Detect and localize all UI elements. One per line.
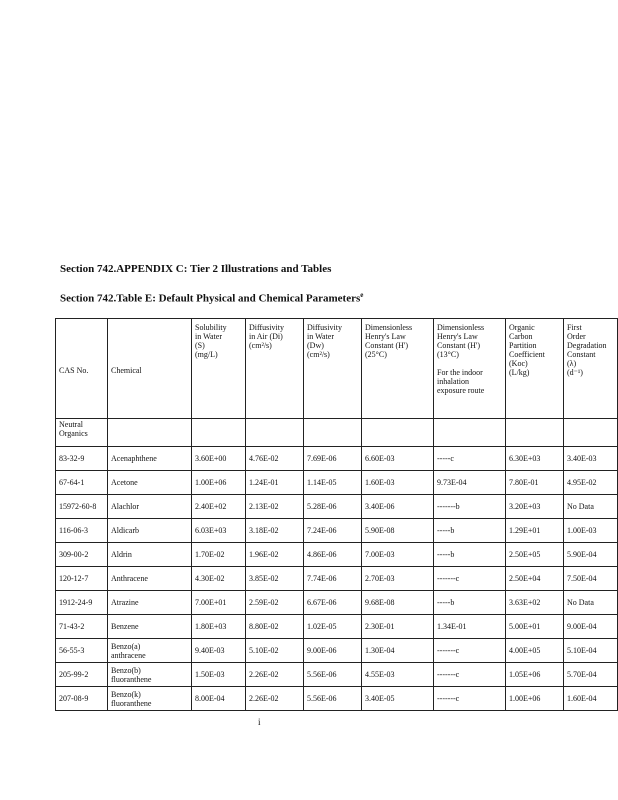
diffusivity-water-cell: 1.14E-05	[304, 471, 362, 495]
solubility-cell: 7.00E+01	[192, 591, 246, 615]
cas-no-cell: 309-00-2	[56, 543, 108, 567]
henry-13c-cell: -----b	[434, 591, 506, 615]
chemical-cell: Acetone	[108, 471, 192, 495]
degradation-cell: 5.10E-04	[564, 639, 618, 663]
cas-no-cell: 56-55-3	[56, 639, 108, 663]
header-chemical: Chemical	[108, 319, 192, 419]
table-row	[56, 447, 618, 471]
chemical-cell: Benzo(k) fluoranthene	[108, 687, 192, 711]
header-cas-no: CAS No.	[56, 319, 108, 419]
diffusivity-water-cell: 6.67E-06	[304, 591, 362, 615]
table-row	[56, 567, 618, 591]
table-title-footnote: e	[360, 291, 364, 299]
table-row	[56, 471, 618, 495]
diffusivity-water-cell: 5.56E-06	[304, 687, 362, 711]
koc-cell: 3.20E+03	[506, 495, 564, 519]
diffusivity-water-cell: 4.86E-06	[304, 543, 362, 567]
table-row	[56, 663, 618, 687]
diffusivity-water-cell: 1.02E-05	[304, 615, 362, 639]
diffusivity-air-cell: 3.85E-02	[246, 567, 304, 591]
henry-13c-cell: -------c	[434, 639, 506, 663]
koc-cell: 4.00E+05	[506, 639, 564, 663]
koc-cell: 1.29E+01	[506, 519, 564, 543]
table-cell	[304, 419, 362, 447]
solubility-cell: 6.03E+03	[192, 519, 246, 543]
table-title	[60, 291, 363, 305]
diffusivity-air-cell: 2.13E-02	[246, 495, 304, 519]
diffusivity-water-cell: 7.69E-06	[304, 447, 362, 471]
henry-13c-cell: 9.73E-04	[434, 471, 506, 495]
table-row	[56, 639, 618, 663]
cas-no-cell: 207-08-9	[56, 687, 108, 711]
chemical-cell: Benzo(b) fluoranthene	[108, 663, 192, 687]
cas-no-cell: 15972-60-8	[56, 495, 108, 519]
header-diffusivity-water: Diffusivity in Water (Dw) (cm²/s)	[304, 319, 362, 419]
henry-13c-cell: -------c	[434, 567, 506, 591]
henry-13c-cell: -------c	[434, 663, 506, 687]
chemical-cell: Benzo(a) anthracene	[108, 639, 192, 663]
henry-13c-cell: -----c	[434, 447, 506, 471]
koc-cell: 5.00E+01	[506, 615, 564, 639]
degradation-cell: 5.90E-04	[564, 543, 618, 567]
henry-25c-cell: 1.30E-04	[362, 639, 434, 663]
table-row	[56, 543, 618, 567]
group-label: Neutral Organics	[56, 419, 108, 447]
solubility-cell: 8.00E-04	[192, 687, 246, 711]
henry-25c-cell: 4.55E-03	[362, 663, 434, 687]
chemical-cell: Benzene	[108, 615, 192, 639]
chemical-cell: Acenaphthene	[108, 447, 192, 471]
henry-13c-cell: -----b	[434, 543, 506, 567]
koc-cell: 3.63E+02	[506, 591, 564, 615]
diffusivity-air-cell: 8.80E-02	[246, 615, 304, 639]
henry-25c-cell: 2.30E-01	[362, 615, 434, 639]
chemical-cell: Atrazine	[108, 591, 192, 615]
cas-no-cell: 67-64-1	[56, 471, 108, 495]
solubility-cell: 1.00E+06	[192, 471, 246, 495]
solubility-cell: 9.40E-03	[192, 639, 246, 663]
henry-13c-cell: -------c	[434, 687, 506, 711]
chemical-cell: Anthracene	[108, 567, 192, 591]
table-cell	[192, 419, 246, 447]
diffusivity-water-cell: 5.28E-06	[304, 495, 362, 519]
chemical-cell: Aldrin	[108, 543, 192, 567]
henry-25c-cell: 9.68E-08	[362, 591, 434, 615]
table-row	[56, 687, 618, 711]
cas-no-cell: 120-12-7	[56, 567, 108, 591]
table-row	[56, 495, 618, 519]
parameters-table	[55, 318, 618, 711]
chemical-cell: Aldicarb	[108, 519, 192, 543]
diffusivity-air-cell: 1.96E-02	[246, 543, 304, 567]
solubility-cell: 1.70E-02	[192, 543, 246, 567]
header-koc: Organic Carbon Partition Coefficient (Koc) (L/kg)	[506, 319, 564, 419]
degradation-cell: 3.40E-03	[564, 447, 618, 471]
degradation-cell: 1.60E-04	[564, 687, 618, 711]
henry-25c-cell: 7.00E-03	[362, 543, 434, 567]
diffusivity-water-cell: 9.00E-06	[304, 639, 362, 663]
cas-no-cell: 83-32-9	[56, 447, 108, 471]
koc-cell: 6.30E+03	[506, 447, 564, 471]
henry-25c-cell: 1.60E-03	[362, 471, 434, 495]
diffusivity-water-cell: 7.74E-06	[304, 567, 362, 591]
degradation-cell: 7.50E-04	[564, 567, 618, 591]
table-cell	[108, 419, 192, 447]
table-cell	[564, 419, 618, 447]
group-row	[56, 419, 618, 447]
header-henry-13c: Dimensionless Henry's Law Constant (H') (13°C) For the indoor inhalation exposure route	[434, 319, 506, 419]
header-degradation: First Order Degradation Constant (λ) (d⁻¹)	[564, 319, 618, 419]
diffusivity-water-cell: 5.56E-06	[304, 663, 362, 687]
henry-25c-cell: 2.70E-03	[362, 567, 434, 591]
diffusivity-air-cell: 1.24E-01	[246, 471, 304, 495]
header-diffusivity-air: Diffusivity in Air (Di) (cm²/s)	[246, 319, 304, 419]
degradation-cell: No Data	[564, 495, 618, 519]
diffusivity-water-cell: 7.24E-06	[304, 519, 362, 543]
header-henry-25c: Dimensionless Henry's Law Constant (H') (25°C)	[362, 319, 434, 419]
page-number: i	[258, 717, 261, 727]
table-title-text: Section 742.Table E: Default Physical and Chemical Parameters	[60, 292, 361, 305]
solubility-cell: 1.50E-03	[192, 663, 246, 687]
table-row	[56, 615, 618, 639]
henry-25c-cell: 6.60E-03	[362, 447, 434, 471]
cas-no-cell: 205-99-2	[56, 663, 108, 687]
koc-cell: 2.50E+04	[506, 567, 564, 591]
henry-13c-cell: 1.34E-01	[434, 615, 506, 639]
koc-cell: 1.05E+06	[506, 663, 564, 687]
table-cell	[434, 419, 506, 447]
solubility-cell: 1.80E+03	[192, 615, 246, 639]
table-cell	[246, 419, 304, 447]
degradation-cell: 4.95E-02	[564, 471, 618, 495]
henry-25c-cell: 3.40E-06	[362, 495, 434, 519]
solubility-cell: 4.30E-02	[192, 567, 246, 591]
table-cell	[362, 419, 434, 447]
table-header-row	[56, 319, 618, 419]
koc-cell: 2.50E+05	[506, 543, 564, 567]
solubility-cell: 3.60E+00	[192, 447, 246, 471]
degradation-cell: 9.00E-04	[564, 615, 618, 639]
henry-13c-cell: -------b	[434, 495, 506, 519]
degradation-cell: No Data	[564, 591, 618, 615]
cas-no-cell: 71-43-2	[56, 615, 108, 639]
degradation-cell: 1.00E-03	[564, 519, 618, 543]
henry-25c-cell: 3.40E-05	[362, 687, 434, 711]
table-row	[56, 519, 618, 543]
koc-cell: 1.00E+06	[506, 687, 564, 711]
table-cell	[506, 419, 564, 447]
koc-cell: 7.80E-01	[506, 471, 564, 495]
diffusivity-air-cell: 2.26E-02	[246, 663, 304, 687]
degradation-cell: 5.70E-04	[564, 663, 618, 687]
diffusivity-air-cell: 5.10E-02	[246, 639, 304, 663]
table-row	[56, 591, 618, 615]
diffusivity-air-cell: 3.18E-02	[246, 519, 304, 543]
header-solubility: Solubility in Water (S) (mg/L)	[192, 319, 246, 419]
cas-no-cell: 1912-24-9	[56, 591, 108, 615]
diffusivity-air-cell: 2.26E-02	[246, 687, 304, 711]
cas-no-cell: 116-06-3	[56, 519, 108, 543]
diffusivity-air-cell: 4.76E-02	[246, 447, 304, 471]
diffusivity-air-cell: 2.59E-02	[246, 591, 304, 615]
henry-25c-cell: 5.90E-08	[362, 519, 434, 543]
henry-13c-cell: -----b	[434, 519, 506, 543]
solubility-cell: 2.40E+02	[192, 495, 246, 519]
section-heading: Section 742.APPENDIX C: Tier 2 Illustrations and Tables	[60, 263, 332, 275]
chemical-cell: Alachlor	[108, 495, 192, 519]
